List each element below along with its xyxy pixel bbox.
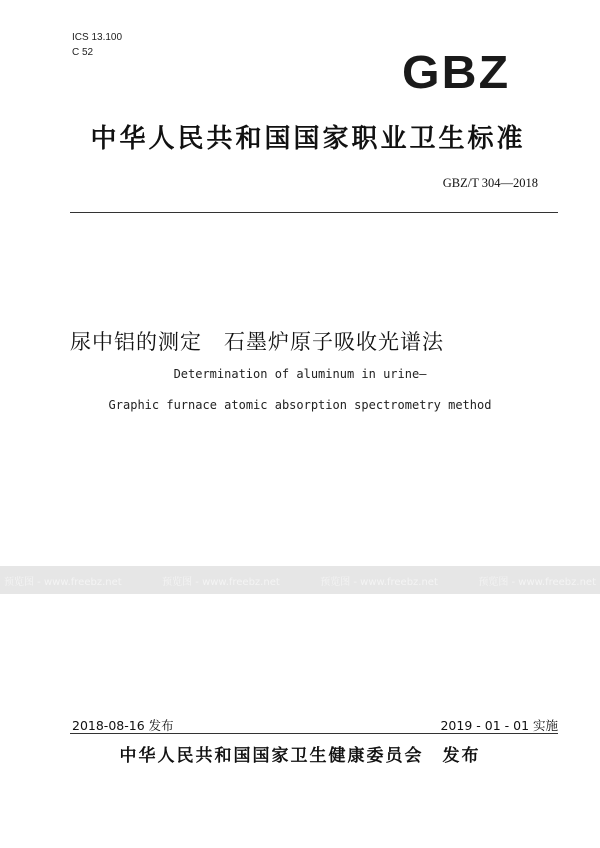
- document-title-en-line1: Determination of aluminum in urine—: [173, 367, 427, 381]
- ccs-code: C 52: [72, 47, 94, 58]
- watermark-banner: [0, 566, 600, 594]
- classification-codes: [72, 30, 122, 60]
- top-divider: [70, 212, 558, 213]
- document-title-en-line2: Graphic furnace atomic absorption spectrometry method: [108, 398, 492, 412]
- ics-code: ICS 13.100: [72, 32, 123, 43]
- standard-number: GBZ/T 304—2018: [442, 176, 538, 190]
- document-title-zh: 尿中铝的测定 石墨炉原子吸收光谱法: [70, 330, 444, 354]
- issue-date: 2018-08-16 发布: [72, 718, 174, 733]
- organization-title: 中华人民共和国国家职业卫生标准: [90, 124, 526, 154]
- watermark-text: 预览图 - www.freebz.net: [478, 576, 596, 588]
- watermark-text: 预览图 - www.freebz.net: [162, 576, 280, 588]
- implement-date: 2019 - 01 - 01 实施: [440, 718, 558, 733]
- watermark-text: 预览图 - www.freebz.net: [320, 576, 438, 588]
- watermark-text: 预览图 - www.freebz.net: [4, 576, 122, 588]
- bottom-divider: [70, 733, 558, 734]
- gbz-logo: GBZ: [402, 46, 511, 98]
- publisher: 中华人民共和国国家卫生健康委员会 发布: [119, 746, 481, 766]
